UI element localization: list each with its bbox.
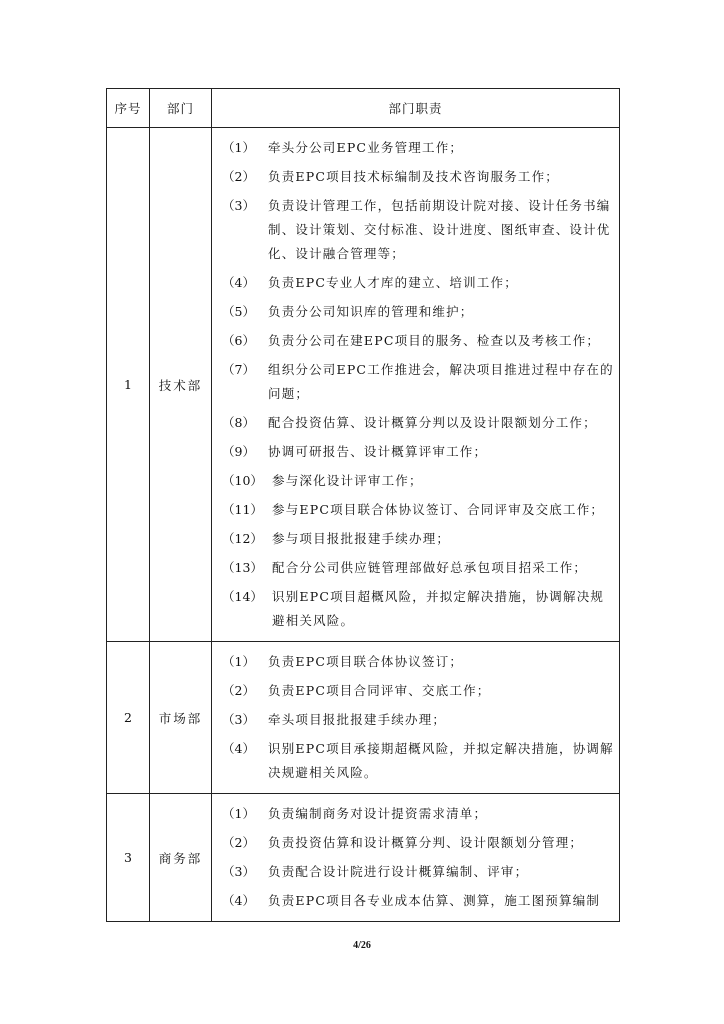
table-row [107,794,620,922]
duty-item [222,679,615,703]
duty-item [222,585,615,633]
duty-list [222,136,615,633]
duty-text: 配合分公司供应链管理部做好总承包项目招采工作； [272,560,588,575]
duty-item [222,650,615,674]
duty-number: （14） [222,589,263,604]
duty-number: （7） [222,362,255,377]
duty-number: （8） [222,415,255,430]
duty-number: （9） [222,444,255,459]
duty-number: （3） [222,864,255,879]
duty-item [222,737,615,785]
duty-text: 负责投资估算和设计概算分判、设计限额划分管理； [268,835,584,850]
duty-item [222,440,615,464]
duty-number: （1） [222,654,255,669]
duty-number: （3） [222,198,255,213]
duty-number: （3） [222,712,255,727]
duty-text: 牵头项目报批报建手续办理； [268,712,447,727]
duty-number: （10） [222,473,263,488]
duty-item [222,860,615,884]
header-duty: 部门职责 [212,89,620,128]
duty-number: （1） [222,140,255,155]
duty-number: （1） [222,806,255,821]
duty-item [222,300,615,324]
row-duties [212,128,620,642]
duty-text: 识别EPC项目承接期超概风险，并拟定解决措施，协调解决规避相关风险。 [268,741,614,780]
page-number: 4/26 [353,940,371,951]
table-row [107,642,620,794]
duty-item [222,556,615,580]
duty-number: （4） [222,741,255,756]
duty-text: 组织分公司EPC工作推进会，解决项目推进过程中存在的问题； [268,362,614,401]
duty-item [222,165,615,189]
duty-item [222,358,615,406]
duty-number: （2） [222,835,255,850]
duty-number: （4） [222,893,255,908]
header-dept: 部门 [150,89,212,128]
row-seq: 3 [107,794,150,922]
duty-text: 牵头分公司EPC业务管理工作； [268,140,464,155]
duty-number: （12） [222,531,263,546]
duty-number: （2） [222,683,255,698]
duty-text: 参与深化设计评审工作； [272,473,423,488]
duty-text: 负责分公司知识库的管理和维护； [268,304,474,319]
table-row [107,128,620,642]
duty-item [222,498,615,522]
duty-text: 负责EPC项目联合体协议签订； [268,654,464,669]
duty-text: 参与EPC项目联合体协议签订、合同评审及交底工作； [272,502,605,517]
duty-number: （6） [222,333,255,348]
duty-text: 协调可研报告、设计概算评审工作； [268,444,488,459]
duty-text: 负责EPC项目合同评审、交底工作； [268,683,491,698]
duty-text: 负责EPC专业人才库的建立、培训工作； [268,275,518,290]
duty-text: 参与项目报批报建手续办理； [272,531,451,546]
row-seq: 2 [107,642,150,794]
duty-item [222,271,615,295]
duty-item [222,527,615,551]
duty-number: （13） [222,560,263,575]
duty-text: 负责分公司在建EPC项目的服务、检查以及考核工作； [268,333,601,348]
duty-item [222,136,615,160]
row-seq: 1 [107,128,150,642]
duty-text: 负责设计管理工作，包括前期设计院对接、设计任务书编制、设计策划、交付标准、设计进度、图纸审查、设计优化、设计融合管理等； [268,198,611,261]
row-dept: 商务部 [150,794,212,922]
duty-text: 负责EPC项目各专业成本估算、测算，施工图预算编制 [268,893,601,908]
duty-text: 识别EPC项目超概风险，并拟定解决措施，协调解决规避相关风险。 [272,589,605,628]
duty-list [222,802,615,913]
duty-number: （2） [222,169,255,184]
table-header-row [107,89,620,128]
row-duties [212,642,620,794]
duty-item [222,889,615,913]
duty-text: 配合投资估算、设计概算分判以及设计限额划分工作； [268,415,597,430]
duty-text: 负责EPC项目技术标编制及技术咨询服务工作； [268,169,560,184]
duty-text: 负责编制商务对设计提资需求清单； [268,806,488,821]
duty-item [222,469,615,493]
duty-item [222,194,615,266]
header-seq: 序号 [107,89,150,128]
duty-list [222,650,615,785]
duty-number: （5） [222,304,255,319]
duty-item [222,802,615,826]
row-dept: 技术部 [150,128,212,642]
duty-item [222,831,615,855]
duty-text: 负责配合设计院进行设计概算编制、评审； [268,864,529,879]
row-duties [212,794,620,922]
duty-number: （11） [222,502,263,517]
duty-item [222,329,615,353]
table-body [107,128,620,922]
responsibility-table [106,88,620,922]
duty-item [222,708,615,732]
duty-item [222,411,615,435]
row-dept: 市场部 [150,642,212,794]
duty-number: （4） [222,275,255,290]
